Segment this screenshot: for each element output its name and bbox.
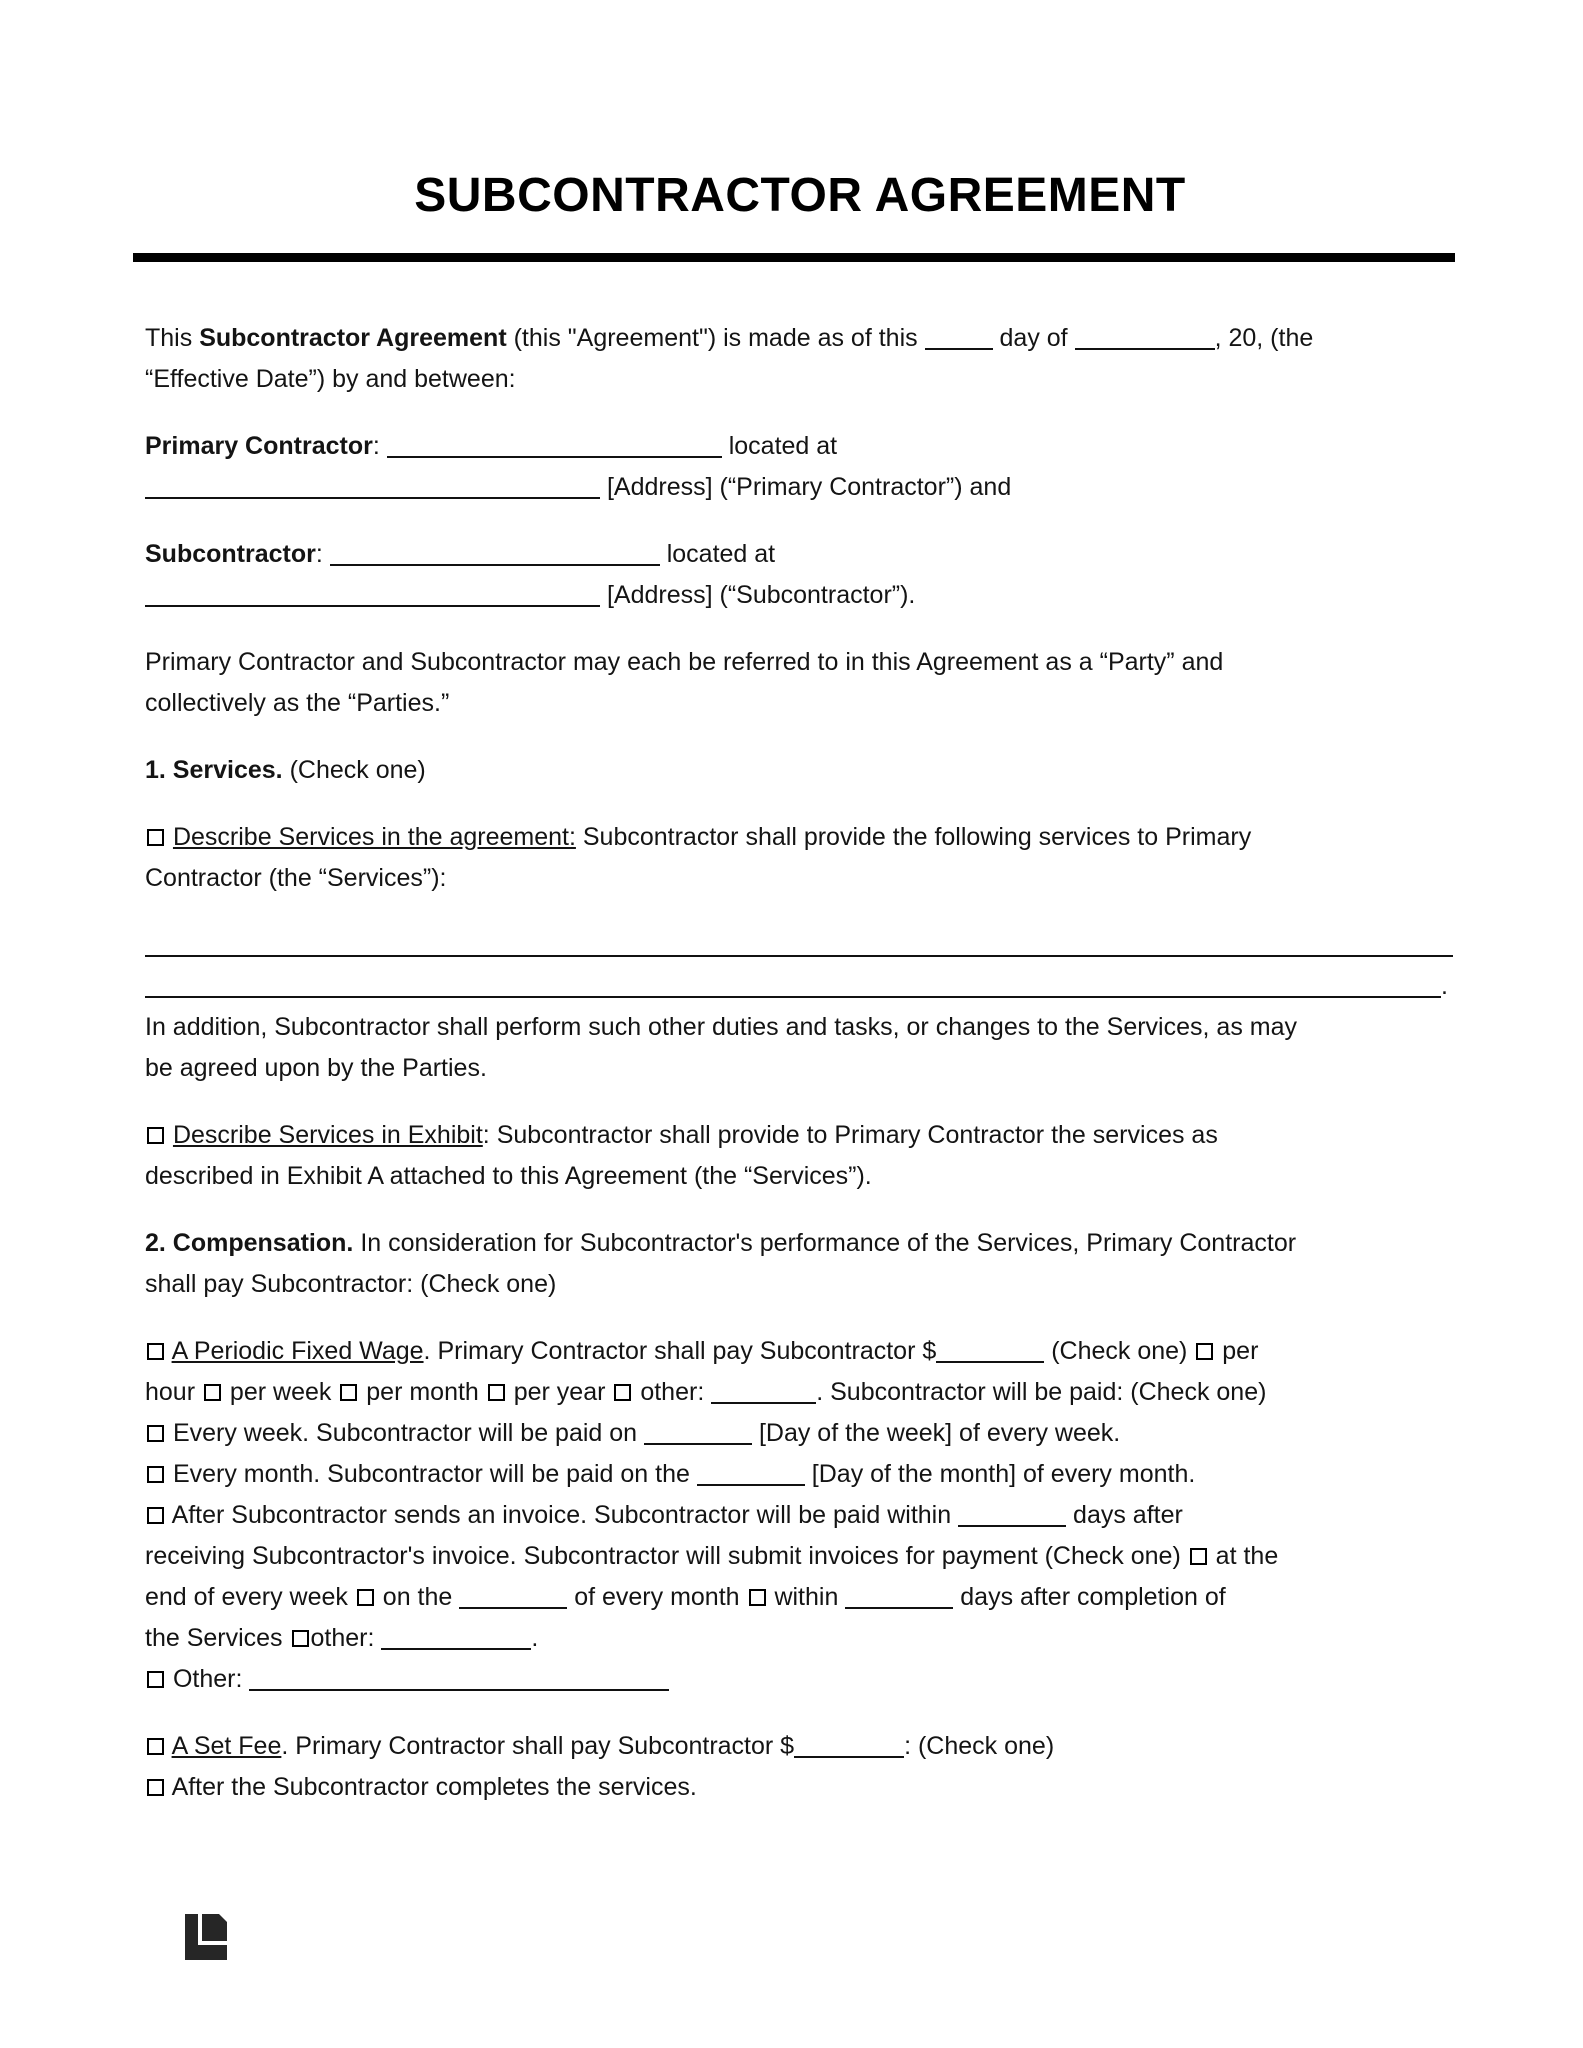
blank-field-invoice-days[interactable]: [845, 1601, 953, 1609]
bold-text-run: Subcontractor: [145, 540, 316, 568]
blank-field-day-of-week[interactable]: [644, 1437, 752, 1445]
text-run: In addition, Subcontractor shall perform such other duties and tasks, or changes to the Services, as may: [145, 1013, 1297, 1041]
text-run: be agreed upon by the Parties.: [145, 1054, 487, 1082]
checkbox-invoice-within-days[interactable]: [749, 1589, 766, 1606]
bold-text-run: 1. Services.: [145, 756, 283, 784]
text-run: other:: [310, 1624, 382, 1652]
checkbox-per-year[interactable]: [488, 1384, 505, 1401]
checkbox-invoice-on-day[interactable]: [357, 1589, 374, 1606]
text-run: . Subcontractor will be paid: (Check one): [816, 1378, 1267, 1406]
services-description-lines: [145, 925, 1455, 1089]
text-run: Contractor (the “Services”):: [145, 864, 447, 892]
document-body: [145, 318, 1455, 1808]
blank-field-payment-other-text[interactable]: [249, 1683, 669, 1691]
text-run: days after: [1066, 1501, 1183, 1529]
text-run: Subcontractor shall provide the following services to Primary: [575, 823, 1252, 851]
checkbox-after-completion[interactable]: [147, 1779, 164, 1796]
checkbox-per-other[interactable]: [614, 1384, 631, 1401]
legal-templates-logo-icon: [185, 1914, 227, 1960]
checkbox-payment-other[interactable]: [147, 1671, 164, 1688]
text-run: other:: [633, 1378, 712, 1406]
document-title: SUBCONTRACTOR AGREEMENT: [414, 169, 1186, 222]
text-run: end of every week: [145, 1583, 355, 1611]
primary-contractor-clause: [145, 426, 1455, 508]
text-run: .: [1441, 972, 1448, 1000]
text-run: Every week. Subcontractor will be paid on: [166, 1419, 645, 1447]
blank-field-per-other-text[interactable]: [711, 1396, 816, 1404]
text-run: (Check one): [282, 756, 426, 784]
underlined-clause-label: A Periodic Fixed Wage: [171, 1337, 424, 1365]
text-run: After Subcontractor sends an invoice. Subcontractor will be paid within: [166, 1501, 959, 1529]
text-run: :: [372, 432, 387, 460]
text-run: [Address] (“Subcontractor”).: [600, 581, 916, 609]
text-run: .: [531, 1624, 539, 1652]
text-run: per week: [222, 1378, 339, 1406]
text-run: In consideration for Subcontractor's performance of the Services, Primary Contractor: [353, 1229, 1297, 1257]
compensation-option-set-fee: [145, 1726, 1455, 1808]
parties-paragraph: [145, 642, 1455, 724]
text-run: [Day of the week] of every week.: [752, 1419, 1121, 1447]
checkbox-invoice-end-of-week[interactable]: [1190, 1548, 1207, 1565]
checkbox-per-week[interactable]: [204, 1384, 221, 1401]
blank-field-primary-contractor-name[interactable]: [387, 450, 722, 458]
bold-text-run: 2. Compensation.: [145, 1229, 354, 1257]
services-heading: [145, 750, 1455, 791]
checkbox-set-fee[interactable]: [147, 1738, 164, 1755]
compensation-heading: [145, 1223, 1455, 1305]
services-option-describe-in-agreement: [145, 817, 1455, 899]
text-run: shall pay Subcontractor: (Check one): [145, 1270, 557, 1298]
text-run: , 20, (the: [1214, 324, 1314, 352]
blank-field-wage-amount[interactable]: [936, 1355, 1044, 1363]
title-divider: [133, 253, 1455, 262]
blank-field-days-after-invoice[interactable]: [958, 1519, 1066, 1527]
text-run: This: [145, 324, 200, 352]
underlined-clause-label: Describe Services in Exhibit: [172, 1121, 483, 1149]
text-run: . Primary Contractor shall pay Subcontractor $: [281, 1732, 795, 1760]
text-run: located at: [721, 432, 838, 460]
text-run: the Services: [145, 1624, 290, 1652]
bold-text-run: Primary Contractor: [145, 432, 373, 460]
bold-text-run: Subcontractor Agreement: [199, 324, 507, 352]
text-run: at the: [1208, 1542, 1279, 1570]
checkbox-per-hour[interactable]: [1196, 1343, 1213, 1360]
blank-field-set-fee-amount[interactable]: [794, 1750, 904, 1758]
checkbox-paid-after-invoice[interactable]: [147, 1507, 164, 1524]
blank-field-invoice-other-text[interactable]: [381, 1642, 531, 1650]
text-run: on the: [375, 1583, 460, 1611]
services-option-describe-in-exhibit: [145, 1115, 1455, 1197]
blank-field-services-description-line-2[interactable]: [145, 990, 1441, 998]
text-run: Every month. Subcontractor will be paid on the: [166, 1460, 697, 1488]
checkbox-describe-services-in-exhibit[interactable]: [147, 1127, 164, 1144]
text-run: per year: [506, 1378, 613, 1406]
text-run: Other:: [166, 1665, 250, 1693]
text-run: :: [315, 540, 330, 568]
subcontractor-clause: [145, 534, 1455, 616]
intro-paragraph: [145, 318, 1455, 400]
text-run: day of: [992, 324, 1075, 352]
underlined-clause-label: A Set Fee: [171, 1732, 282, 1760]
checkbox-paid-every-month[interactable]: [147, 1466, 164, 1483]
blank-field-month[interactable]: [1075, 342, 1215, 350]
blank-field-invoice-day[interactable]: [459, 1601, 567, 1609]
blank-field-day[interactable]: [925, 342, 993, 350]
blank-field-subcontractor-address[interactable]: [145, 599, 600, 607]
underlined-clause-label: Describe Services in the agreement:: [172, 823, 576, 851]
text-run: described in Exhibit A attached to this Agreement (the “Services”).: [145, 1162, 872, 1190]
blank-field-primary-contractor-address[interactable]: [145, 491, 600, 499]
text-run: (this "Agreement") is made as of this: [506, 324, 925, 352]
compensation-option-periodic-fixed-wage: [145, 1331, 1455, 1700]
text-run: hour: [145, 1378, 202, 1406]
checkbox-describe-services-in-agreement[interactable]: [147, 829, 164, 846]
blank-field-services-description-line-1[interactable]: [145, 949, 1453, 957]
text-run: . Primary Contractor shall pay Subcontractor $: [423, 1337, 937, 1365]
text-run: [166, 823, 173, 851]
text-run: Primary Contractor and Subcontractor may each be referred to in this Agreement as a “Party” and: [145, 648, 1224, 676]
text-run: per: [1215, 1337, 1259, 1365]
text-run: [Address] (“Primary Contractor”) and: [600, 473, 1012, 501]
blank-field-subcontractor-name[interactable]: [330, 558, 660, 566]
text-run: days after completion of: [953, 1583, 1226, 1611]
text-run: located at: [659, 540, 776, 568]
text-run: [166, 1121, 173, 1149]
text-run: After the Subcontractor completes the services.: [166, 1773, 697, 1801]
text-run: : Subcontractor shall provide to Primary Contractor the services as: [482, 1121, 1218, 1149]
text-run: [Day of the month] of every month.: [804, 1460, 1196, 1488]
checkbox-paid-every-week[interactable]: [147, 1425, 164, 1442]
checkbox-periodic-fixed-wage[interactable]: [147, 1343, 164, 1360]
text-run: per month: [359, 1378, 486, 1406]
text-run: receiving Subcontractor's invoice. Subcontractor will submit invoices for payment (Check one): [145, 1542, 1188, 1570]
text-run: (Check one): [1044, 1337, 1195, 1365]
text-run: within: [767, 1583, 846, 1611]
checkbox-invoice-other[interactable]: [292, 1630, 309, 1647]
checkbox-per-month[interactable]: [340, 1384, 357, 1401]
text-run: “Effective Date”) by and between:: [145, 365, 516, 393]
blank-field-day-of-month[interactable]: [697, 1478, 805, 1486]
text-run: of every month: [567, 1583, 747, 1611]
text-run: : (Check one): [904, 1732, 1055, 1760]
text-run: collectively as the “Parties.”: [145, 689, 450, 717]
